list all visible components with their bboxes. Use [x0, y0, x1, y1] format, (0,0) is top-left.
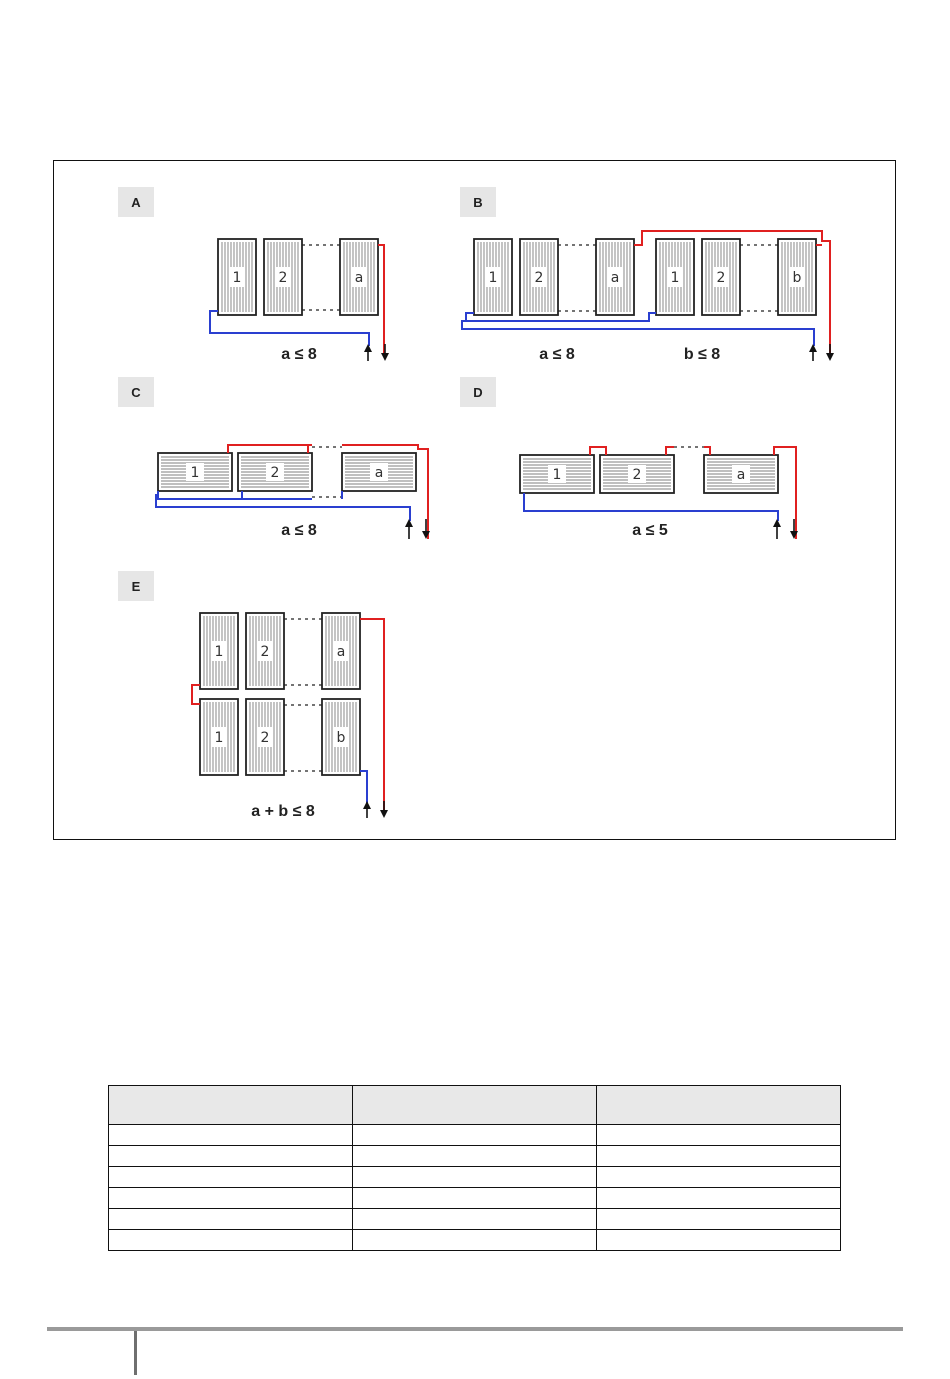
- table-cell: [109, 1125, 353, 1146]
- collector-number: 1: [214, 730, 224, 746]
- collector-number: 2: [632, 467, 642, 483]
- table-cell: [109, 1209, 353, 1230]
- collector-number: 1: [232, 270, 242, 286]
- panel-label: A: [131, 195, 141, 210]
- collector-number: 2: [278, 270, 288, 286]
- collector-number: 2: [260, 644, 270, 660]
- table-cell: [597, 1209, 841, 1230]
- hot-pipe: [192, 685, 200, 704]
- collector-number: a: [374, 465, 384, 481]
- cold-pipe: [462, 313, 814, 346]
- cold-pipe: [210, 311, 369, 346]
- collector-number: 1: [488, 270, 498, 286]
- table-cell: [109, 1230, 353, 1251]
- collector-number: 1: [552, 467, 562, 483]
- table-cell: [353, 1146, 597, 1167]
- flow-in-arrow-icon: [405, 519, 413, 527]
- formula-label: a ≤ 8: [539, 346, 575, 363]
- flow-in-arrow-icon: [773, 519, 781, 527]
- hot-pipe: [360, 619, 384, 816]
- formula-label: a + b ≤ 8: [251, 803, 315, 820]
- collector-number: b: [336, 730, 346, 746]
- table-header-cell: [109, 1086, 353, 1125]
- table-row: [109, 1188, 841, 1209]
- table-cell: [109, 1167, 353, 1188]
- table-row: [109, 1125, 841, 1146]
- table-cell: [597, 1230, 841, 1251]
- cold-pipe: [466, 313, 474, 321]
- table-cell: [353, 1209, 597, 1230]
- collector-number: a: [336, 644, 346, 660]
- collector-number: 2: [716, 270, 726, 286]
- panel-label: E: [131, 579, 141, 594]
- panel-label: B: [473, 195, 483, 210]
- table-header-row: [109, 1086, 841, 1125]
- collector-number: a: [736, 467, 746, 483]
- cold-pipe: [360, 771, 367, 803]
- table-row: [109, 1146, 841, 1167]
- flow-out-arrow-icon: [381, 353, 389, 361]
- table-cell: [597, 1188, 841, 1209]
- formula-label: b ≤ 8: [683, 346, 721, 363]
- collector-number: 1: [190, 465, 200, 481]
- collector-number: a: [354, 270, 364, 286]
- table-cell: [353, 1188, 597, 1209]
- table-cell: [597, 1125, 841, 1146]
- table-header-cell: [597, 1086, 841, 1125]
- table-cell: [109, 1188, 353, 1209]
- flow-in-arrow-icon: [364, 344, 372, 352]
- table-cell: [109, 1146, 353, 1167]
- formula-label: a ≤ 8: [281, 522, 317, 539]
- table-cell: [597, 1167, 841, 1188]
- cold-pipe: [524, 493, 778, 521]
- table-row: [109, 1230, 841, 1251]
- cold-pipe: [158, 491, 312, 499]
- hot-pipe: [704, 447, 710, 455]
- hot-pipe: [666, 447, 674, 455]
- spec-table: [108, 1085, 841, 1251]
- collector-number: 1: [214, 644, 224, 660]
- footer-tick: [134, 1331, 137, 1375]
- table-row: [109, 1209, 841, 1230]
- flow-out-arrow-icon: [380, 810, 388, 818]
- hot-pipe: [228, 445, 312, 453]
- collector-connection-diagram: [54, 161, 897, 841]
- flow-out-arrow-icon: [826, 353, 834, 361]
- collector-number: 2: [260, 730, 270, 746]
- panel-label: C: [131, 385, 141, 400]
- collector-number: 2: [534, 270, 544, 286]
- footer-rule: [47, 1327, 903, 1331]
- diagram-frame: [53, 160, 896, 840]
- table-row: [109, 1167, 841, 1188]
- table-cell: [353, 1125, 597, 1146]
- hot-pipe: [590, 447, 606, 455]
- flow-in-arrow-icon: [363, 801, 371, 809]
- collector-number: 1: [670, 270, 680, 286]
- table-cell: [353, 1167, 597, 1188]
- formula-label: a ≤ 5: [632, 522, 668, 539]
- table-header-cell: [353, 1086, 597, 1125]
- panel-label: D: [473, 385, 483, 400]
- table-cell: [597, 1146, 841, 1167]
- collector-number: 2: [270, 465, 280, 481]
- table-cell: [353, 1230, 597, 1251]
- flow-in-arrow-icon: [809, 344, 817, 352]
- formula-label: a ≤ 8: [281, 346, 317, 363]
- collector-number: b: [792, 270, 802, 286]
- collector-number: a: [610, 270, 620, 286]
